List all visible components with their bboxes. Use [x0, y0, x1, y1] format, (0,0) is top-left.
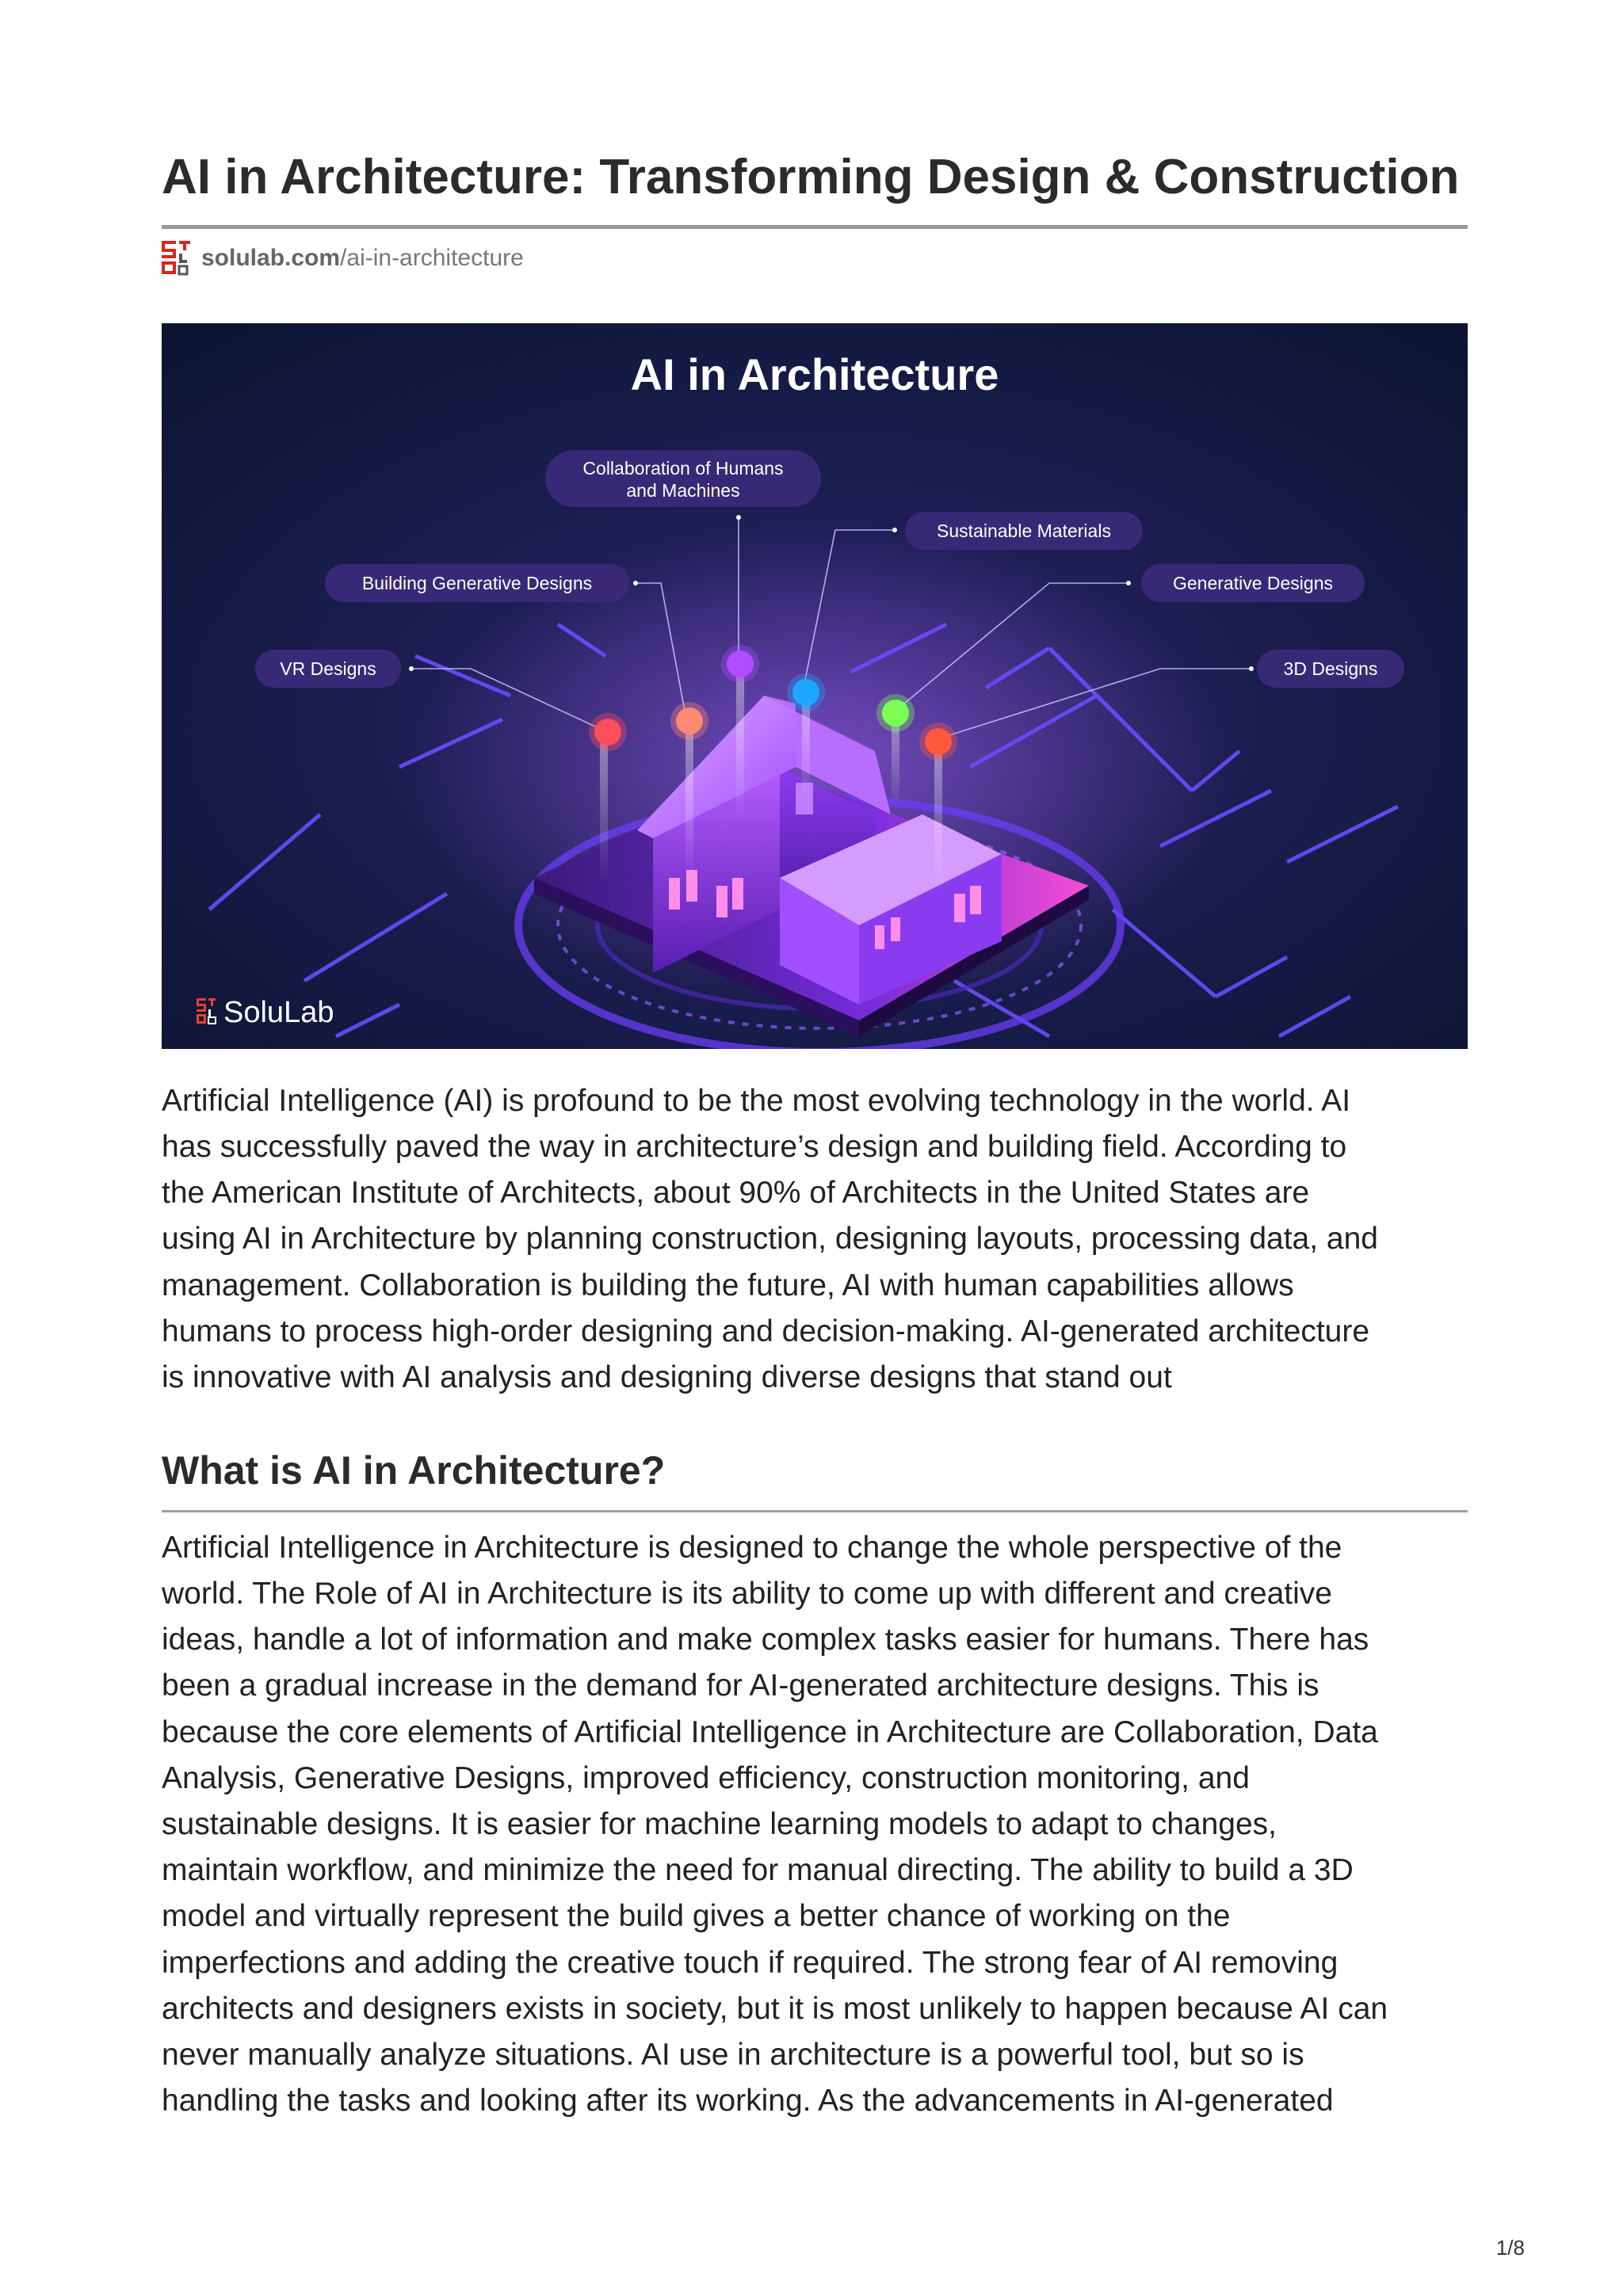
label-generative-designs: Generative Designs: [1173, 573, 1333, 593]
ai-architecture-illustration: [162, 323, 1468, 1049]
intro-line: Artificial Intelligence (AI) is profound to be the most evolving technology in the world. AI: [162, 1084, 1351, 1118]
section-line: because the core elements of Artificial Intelligence in Architecture are Collaboration, Data: [162, 1715, 1378, 1749]
intro-line: using AI in Architecture by planning construction, designing layouts, processing data, and: [162, 1222, 1378, 1256]
label-building-generative-designs: Building Generative Designs: [361, 573, 593, 593]
page-title: AI in Architecture: Transforming Design & Construction: [162, 150, 1460, 204]
section-line: Artificial Intelligence in Architecture is designed to change the whole perspective of the: [162, 1531, 1342, 1565]
section-line: been a gradual increase in the demand for AI-generated architecture designs. This is: [162, 1669, 1319, 1703]
label-collaboration-line2: and Machines: [626, 480, 740, 501]
section-line: model and virtually represent the build gives a better chance of working on the: [162, 1899, 1231, 1933]
section-line: sustainable designs. It is easier for machine learning models to adapt to changes,: [162, 1807, 1277, 1841]
collaboration-dot: [727, 650, 754, 677]
section-divider: [162, 1510, 1468, 1512]
section-line: ideas, handle a lot of information and make complex tasks easier for humans. There has: [162, 1623, 1369, 1657]
section-line: maintain workflow, and minimize the need for manual directing. The ability to build a 3D: [162, 1853, 1354, 1887]
label-vr-designs: VR Designs: [280, 658, 376, 679]
section-line: imperfections and adding the creative touch if required. The strong fear of AI removing: [162, 1946, 1338, 1980]
sustainable-dot: [792, 679, 819, 706]
intro-line: has successfully paved the way in architecture’s design and building field. According to: [162, 1130, 1347, 1164]
source-domain: solulab.com: [201, 245, 341, 271]
vr-designs-dot: [594, 719, 621, 746]
section-line: world. The Role of AI in Architecture is its ability to come up with different and creative: [162, 1577, 1332, 1611]
title-divider: [162, 225, 1468, 229]
hero-image: [162, 323, 1468, 1049]
brand-name: SoluLab: [223, 996, 334, 1029]
intro-line: the American Institute of Architects, about 90% of Architects in the United States are: [162, 1176, 1310, 1210]
label-sustainable-materials: Sustainable Materials: [937, 521, 1111, 541]
building-generative-dot: [676, 707, 703, 734]
label-3d-designs: 3D Designs: [1283, 658, 1378, 679]
source-path: /ai-in-architecture: [340, 245, 524, 271]
section-line: Analysis, Generative Designs, improved efficiency, construction monitoring, and: [162, 1761, 1250, 1795]
section-line: handling the tasks and looking after its working. As the advancements in AI-generated: [162, 2084, 1334, 2118]
3d-designs-dot: [925, 728, 952, 755]
section-heading: What is AI in Architecture?: [162, 1448, 666, 1493]
intro-line: management. Collaboration is building the future, AI with human capabilities allows: [162, 1268, 1294, 1302]
page-number: 1/8: [1495, 2236, 1525, 2260]
generative-dot: [882, 700, 909, 727]
solulab-logo-icon: [162, 241, 193, 276]
section-line: architects and designers exists in society, but it is most unlikely to happen because AI can: [162, 1992, 1388, 2026]
label-collaboration-line1: Collaboration of Humans: [582, 458, 784, 479]
intro-line: humans to process high-order designing and decision-making. AI-generated architecture: [162, 1314, 1370, 1348]
section-line: never manually analyze situations. AI use in architecture is a powerful tool, but so is: [162, 2038, 1304, 2072]
source-link[interactable]: [162, 241, 524, 276]
intro-line: is innovative with AI analysis and designing diverse designs that stand out: [162, 1360, 1172, 1394]
hero-heading: AI in Architecture: [630, 349, 999, 399]
